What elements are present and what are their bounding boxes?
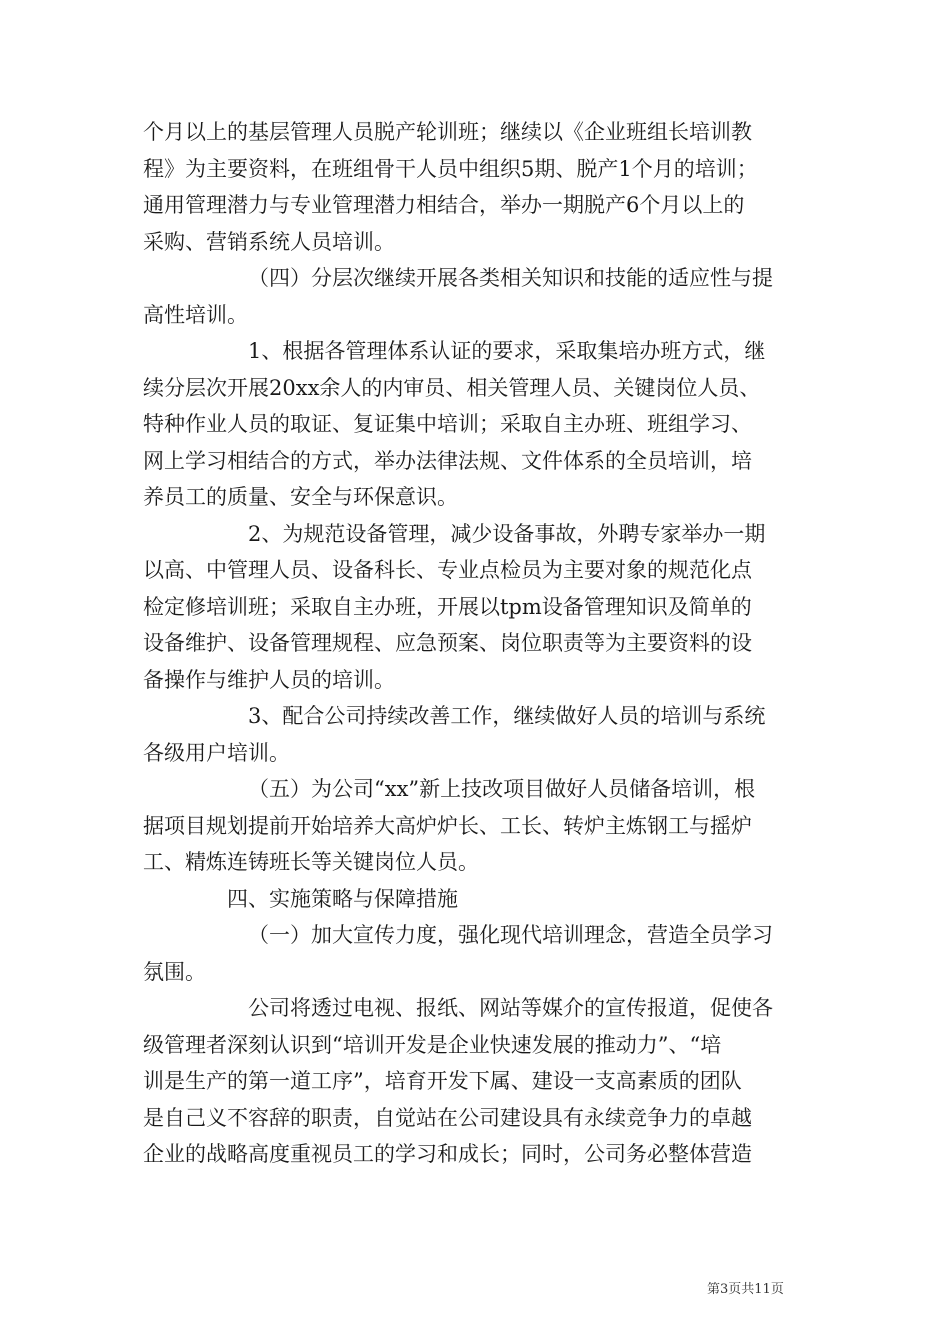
text-line: （一）加大宣传力度，强化现代培训理念，营造全员学习 — [248, 923, 773, 947]
text-line: 3、配合公司持续改善工作，继续做好人员的培训与系统 — [248, 704, 766, 728]
text-line: 公司将透过电视、报纸、网站等媒介的宣传报道，促使各 — [248, 996, 773, 1020]
document-body — [143, 114, 813, 1173]
text-line: 2、为规范设备管理，减少设备事故，外聘专家举办一期 — [248, 521, 766, 546]
text-line: 1、根据各管理体系认证的要求，采取集培办班方式，继 — [248, 339, 766, 363]
text-line: 工、精炼连铸班长等关键岗位人员。 — [143, 850, 479, 874]
text-line: 以高、中管理人员、设备科长、专业点检员为主要对象的规范化点 — [143, 558, 752, 582]
section-heading — [143, 881, 813, 918]
text-line: 级管理者深刻认识到“培训开发是企业快速发展的推动力”、“培 — [143, 1032, 722, 1057]
text-line: 企业的战略高度重视员工的学习和成长；同时，公司务必整体营造 — [143, 1142, 752, 1166]
text-line: （四）分层次继续开展各类相关知识和技能的适应性与提 — [248, 266, 773, 290]
text-line: 氛围。 — [143, 959, 206, 984]
text-line: 采购、营销系统人员培训。 — [143, 229, 395, 254]
paragraph — [143, 114, 813, 260]
paragraph — [143, 917, 813, 990]
text-line: 各级用户培训。 — [143, 740, 290, 765]
text-line: 设备维护、设备管理规程、应急预案、岗位职责等为主要资料的设 — [143, 631, 752, 655]
text-line: 训是生产的第一道工序”，培育开发下属、建设一支高素质的团队 — [143, 1069, 742, 1093]
paragraph — [143, 260, 813, 333]
paragraph — [143, 990, 813, 1173]
text-line: 特种作业人员的取证、复证集中培训；采取自主办班、班组学习、 — [143, 412, 752, 436]
paragraph — [143, 698, 813, 771]
paragraph — [143, 333, 813, 516]
text-line: 高性培训。 — [143, 302, 248, 327]
text-line: 养员工的质量、安全与环保意识。 — [143, 485, 458, 509]
text-line: 四、实施策略与保障措施 — [227, 886, 458, 911]
text-line: （五）为公司“xx”新上技改项目做好人员储备培训，根 — [248, 777, 756, 801]
text-line: 程》为主要资料，在班组骨干人员中组织5期、脱产1个月的培训； — [143, 156, 758, 181]
text-line: 通用管理潜力与专业管理潜力相结合，举办一期脱产6个月以上的 — [143, 193, 745, 217]
text-line: 续分层次开展20xx余人的内审员、相关管理人员、关键岗位人员、 — [143, 375, 761, 400]
text-line: 备操作与维护人员的培训。 — [143, 667, 395, 692]
text-line: 是自己义不容辞的职责，自觉站在公司建设具有永续竞争力的卓越 — [143, 1105, 752, 1130]
text-line: 个月以上的基层管理人员脱产轮训班；继续以《企业班组长培训教 — [143, 120, 752, 144]
paragraph — [143, 516, 813, 699]
text-line: 检定修培训班；采取自主办班，开展以tpm设备管理知识及简单的 — [143, 594, 752, 619]
text-line: 网上学习相结合的方式，举办法律法规、文件体系的全员培训，培 — [143, 448, 752, 473]
page-number: 第3页共11页 — [707, 1282, 784, 1297]
text-line: 据项目规划提前开始培养大高炉炉长、工长、转炉主炼钢工与摇炉 — [143, 813, 752, 838]
paragraph — [143, 771, 813, 881]
